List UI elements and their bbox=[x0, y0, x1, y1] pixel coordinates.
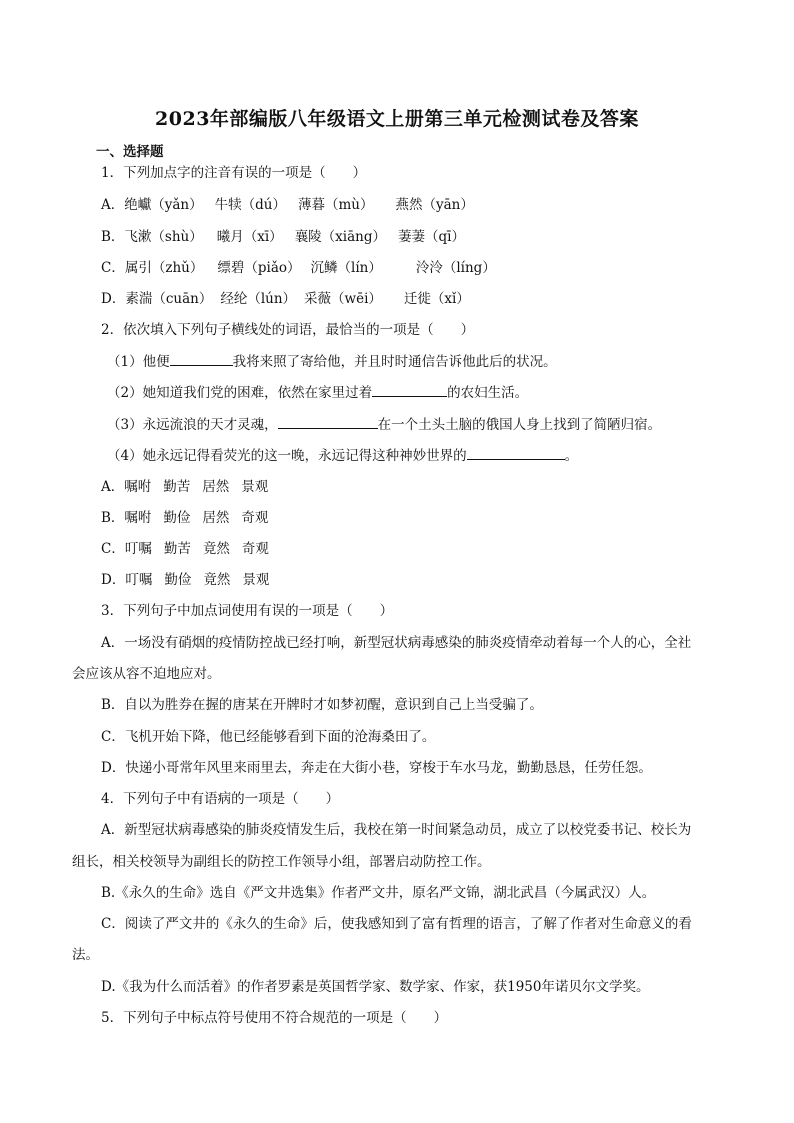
sentence-text: 。 bbox=[564, 448, 579, 464]
option-item: 竟然 bbox=[203, 572, 231, 588]
option-item: 襄陵（xiāng） bbox=[294, 229, 387, 245]
option-item: 牛犊（dú） bbox=[214, 197, 286, 213]
option-item: 薄暮（mù） bbox=[297, 197, 374, 213]
section-heading: 一、选择题 bbox=[96, 144, 164, 160]
sentence-text: 的农妇生活。 bbox=[447, 385, 529, 401]
option-item: 景观 bbox=[241, 479, 269, 495]
option-item: 曦月（xī） bbox=[216, 229, 283, 245]
option-item: 缥碧（piǎo） bbox=[217, 260, 301, 276]
sentence-text: （4）她永远记得看荧光的这一晚，永远记得这种神妙世界的 bbox=[107, 448, 467, 464]
fill-blank bbox=[170, 351, 233, 366]
fill-blank bbox=[372, 382, 447, 397]
sentence-text: 我将来照了寄给他，并且时时通信告诉他此后的状况。 bbox=[232, 354, 557, 370]
q2-option-d bbox=[101, 570, 269, 590]
option-item: 迁徙（xǐ） bbox=[403, 291, 470, 307]
option-item: 采薇（wēi） bbox=[304, 291, 382, 307]
q2-sentence-4 bbox=[107, 445, 578, 466]
option-item: 叮嘱 bbox=[124, 541, 152, 557]
option-item: 竟然 bbox=[202, 541, 230, 557]
option-item: 勤俭 bbox=[163, 510, 191, 526]
q1-option-b bbox=[101, 227, 465, 247]
question-2-stem: 2．依次填入下列句子横线处的词语，最恰当的一项是（ ） bbox=[101, 322, 475, 338]
q2-option-b bbox=[101, 508, 268, 528]
q4-option-d: D.《我为什么而活着》的作者罗素是英国哲学家、数学家、作家，获1950年诺贝尔文学奖。 bbox=[101, 979, 650, 995]
option-letter: C． bbox=[101, 260, 125, 276]
sentence-text: （1）他便 bbox=[107, 354, 170, 370]
q4-option-a-line2: 组长，相关校领导为副组长的防控工作领导小组，部署启动防控工作。 bbox=[72, 854, 491, 870]
q4-option-c-line2: 法。 bbox=[72, 947, 99, 963]
option-letter: B． bbox=[101, 229, 125, 245]
q4-option-a-line1: A．新型冠状病毒感染的肺炎疫情发生后，我校在第一时间紧急动员，成立了以校党委书记、校长为 bbox=[101, 822, 692, 838]
option-letter: B． bbox=[101, 510, 125, 526]
fill-blank bbox=[278, 414, 378, 429]
option-item: 奇观 bbox=[241, 541, 269, 557]
q4-option-c-line1: C．阅读了严文井的《永久的生命》后，使我感知到了富有哲理的语言，了解了作者对生命意义的看 bbox=[101, 916, 692, 932]
q3-option-a-line1: A．一场没有硝烟的疫情防控战已经打响，新型冠状病毒感染的肺炎疫情牵动着每一个人的心，全社 bbox=[101, 635, 692, 651]
option-item: 经纶（lún） bbox=[220, 291, 297, 307]
question-3-stem: 3．下列句子中加点词使用有误的一项是（ ） bbox=[101, 603, 394, 619]
sentence-text: （2）她知道我们党的困难，依然在家里过着 bbox=[107, 385, 373, 401]
q2-option-c bbox=[101, 539, 269, 559]
sentence-text: 在一个土头土脑的俄国人身上找到了简陋归宿。 bbox=[377, 417, 662, 433]
q2-sentence-3 bbox=[107, 414, 661, 435]
option-letter: D． bbox=[101, 291, 126, 307]
option-item: 沉鳞（lín） bbox=[310, 260, 382, 276]
fill-blank bbox=[467, 445, 565, 460]
question-5-stem: 5．下列句子中标点符号使用不符合规范的一项是（ ） bbox=[101, 1010, 448, 1026]
option-item: 素湍（cuān） bbox=[125, 291, 213, 307]
option-item: 勤苦 bbox=[163, 479, 191, 495]
option-letter: A． bbox=[101, 479, 125, 495]
q3-option-b: B．自以为胜券在握的唐某在开牌时才如梦初醒，意识到自己上当受骗了。 bbox=[101, 697, 543, 713]
option-item: 居然 bbox=[202, 479, 230, 495]
option-item: 属引（zhǔ） bbox=[124, 260, 204, 276]
option-letter: C． bbox=[101, 541, 125, 557]
option-item: 燕然（yān） bbox=[395, 197, 474, 213]
q2-sentence-2 bbox=[107, 382, 528, 403]
page-title: 2023年部编版八年级语文上册第三单元检测试卷及答案 bbox=[155, 108, 639, 130]
option-item: 奇观 bbox=[241, 510, 269, 526]
question-4-stem: 4．下列句子中有语病的一项是（ ） bbox=[101, 791, 340, 807]
option-item: 勤俭 bbox=[164, 572, 192, 588]
q2-option-a bbox=[101, 477, 268, 497]
option-letter: D． bbox=[101, 572, 126, 588]
option-item: 居然 bbox=[202, 510, 230, 526]
q1-option-d bbox=[101, 289, 470, 309]
q1-option-a bbox=[101, 195, 474, 215]
q2-sentence-1 bbox=[107, 351, 557, 372]
q3-option-d: D．快递小哥常年风里来雨里去，奔走在大街小巷，穿梭于车水马龙，勤勤恳恳，任劳任怨。 bbox=[101, 760, 652, 776]
option-letter: A． bbox=[101, 197, 125, 213]
option-item: 飞漱（shù） bbox=[124, 229, 203, 245]
q4-option-b: B.《永久的生命》选自《严文井选集》作者严文井，原名严文锦，湖北武昌（今属武汉）人。 bbox=[101, 885, 656, 901]
option-item: 萋萋（qī） bbox=[398, 229, 465, 245]
option-item: 泠泠（líng） bbox=[415, 260, 496, 276]
option-item: 嘱咐 bbox=[124, 479, 152, 495]
option-item: 嘱咐 bbox=[124, 510, 152, 526]
question-1-stem: 1．下列加点字的注音有误的一项是（ ） bbox=[101, 165, 367, 181]
q3-option-a-line2: 会应该从容不迫地应对。 bbox=[72, 666, 221, 682]
q3-option-c: C．飞机开始下降，他已经能够看到下面的沧海桑田了。 bbox=[101, 729, 436, 745]
option-item: 景观 bbox=[242, 572, 270, 588]
option-item: 绝巘（yǎn） bbox=[124, 197, 203, 213]
option-item: 叮嘱 bbox=[125, 572, 153, 588]
sentence-text: （3）永远流浪的天才灵魂， bbox=[107, 417, 278, 433]
q1-option-c bbox=[101, 258, 496, 278]
option-item: 勤苦 bbox=[163, 541, 191, 557]
